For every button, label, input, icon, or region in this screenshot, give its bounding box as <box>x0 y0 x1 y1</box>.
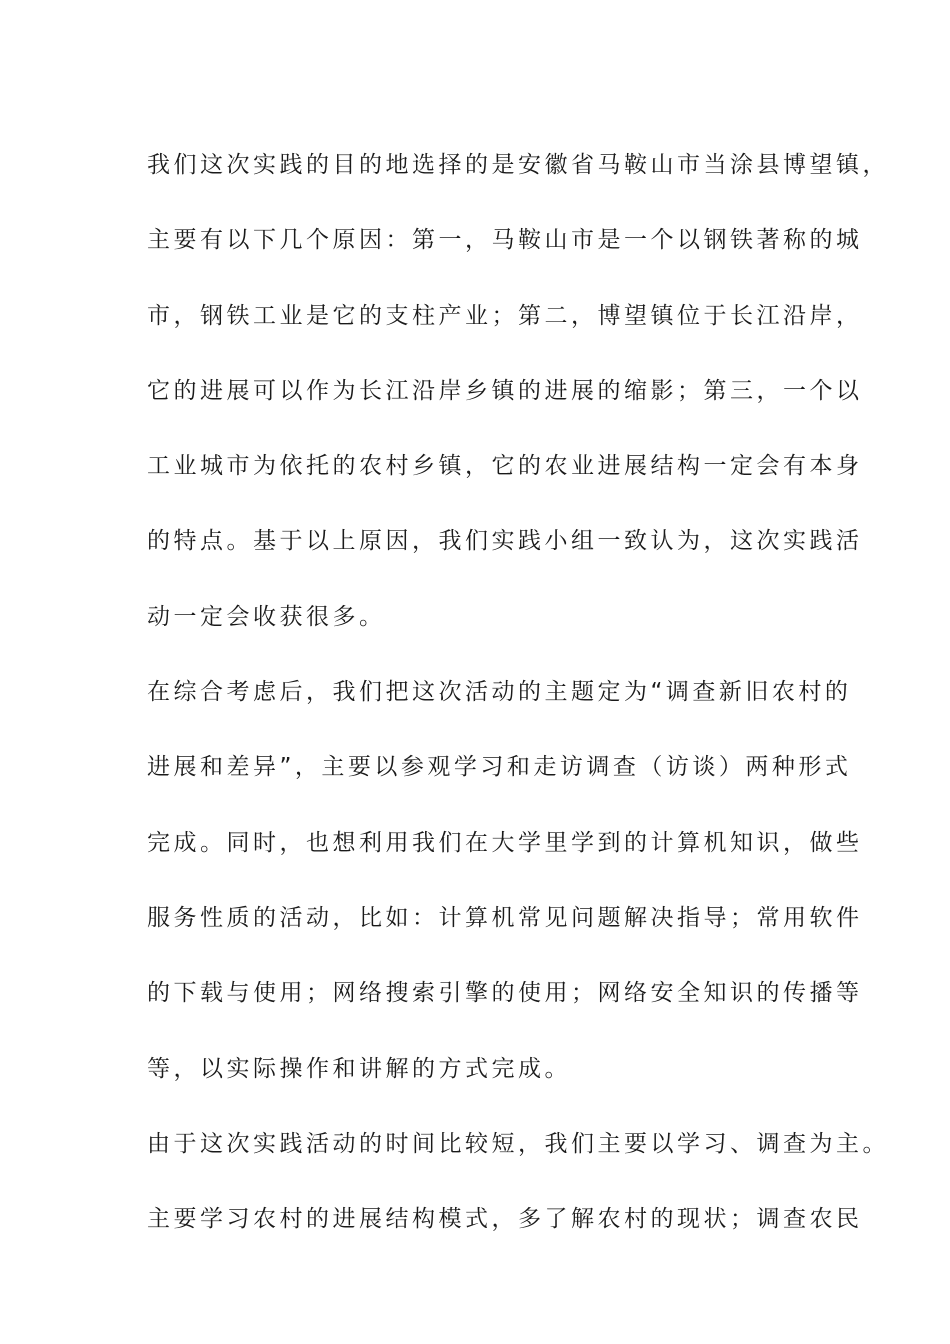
text-line-15: 主要学习农村的进展结构模式，多了解农村的现状；调查农民 <box>147 1206 863 1233</box>
text-line-6: 的特点。基于以上原因，我们实践小组一致认为，这次实践活 <box>147 528 863 555</box>
text-line-3: 市，钢铁工业是它的支柱产业；第二，博望镇位于长江沿岸， <box>147 302 863 329</box>
text-line-13: 等，以实际操作和讲解的方式完成。 <box>147 1055 571 1082</box>
text-line-10: 完成。同时，也想利用我们在大学里学到的计算机知识，做些 <box>147 829 863 856</box>
text-line-14: 由于这次实践活动的时间比较短，我们主要以学习、调查为主。 <box>147 1130 889 1157</box>
text-line-5: 工业城市为依托的农村乡镇，它的农业进展结构一定会有本身 <box>147 453 863 480</box>
text-line-7: 动一定会收获很多。 <box>147 603 386 630</box>
text-line-2: 主要有以下几个原因：第一，马鞍山市是一个以钢铁著称的城 <box>147 227 863 254</box>
text-line-9: 进展和差异”，主要以参观学习和走访调查（访谈）两种形式 <box>147 754 852 781</box>
body-text <box>147 128 889 1257</box>
text-line-8: 在综合考虑后，我们把这次活动的主题定为“调查新旧农村的 <box>147 679 852 706</box>
text-line-11: 服务性质的活动，比如：计算机常见问题解决指导；常用软件 <box>147 904 863 931</box>
text-line-4: 它的进展可以作为长江沿岸乡镇的进展的缩影；第三，一个以 <box>147 377 863 404</box>
text-line-1: 我们这次实践的目的地选择的是安徽省马鞍山市当涂县博望镇， <box>147 152 889 178</box>
text-line-12: 的下载与使用；网络搜索引擎的使用；网络安全知识的传播等 <box>147 980 863 1007</box>
